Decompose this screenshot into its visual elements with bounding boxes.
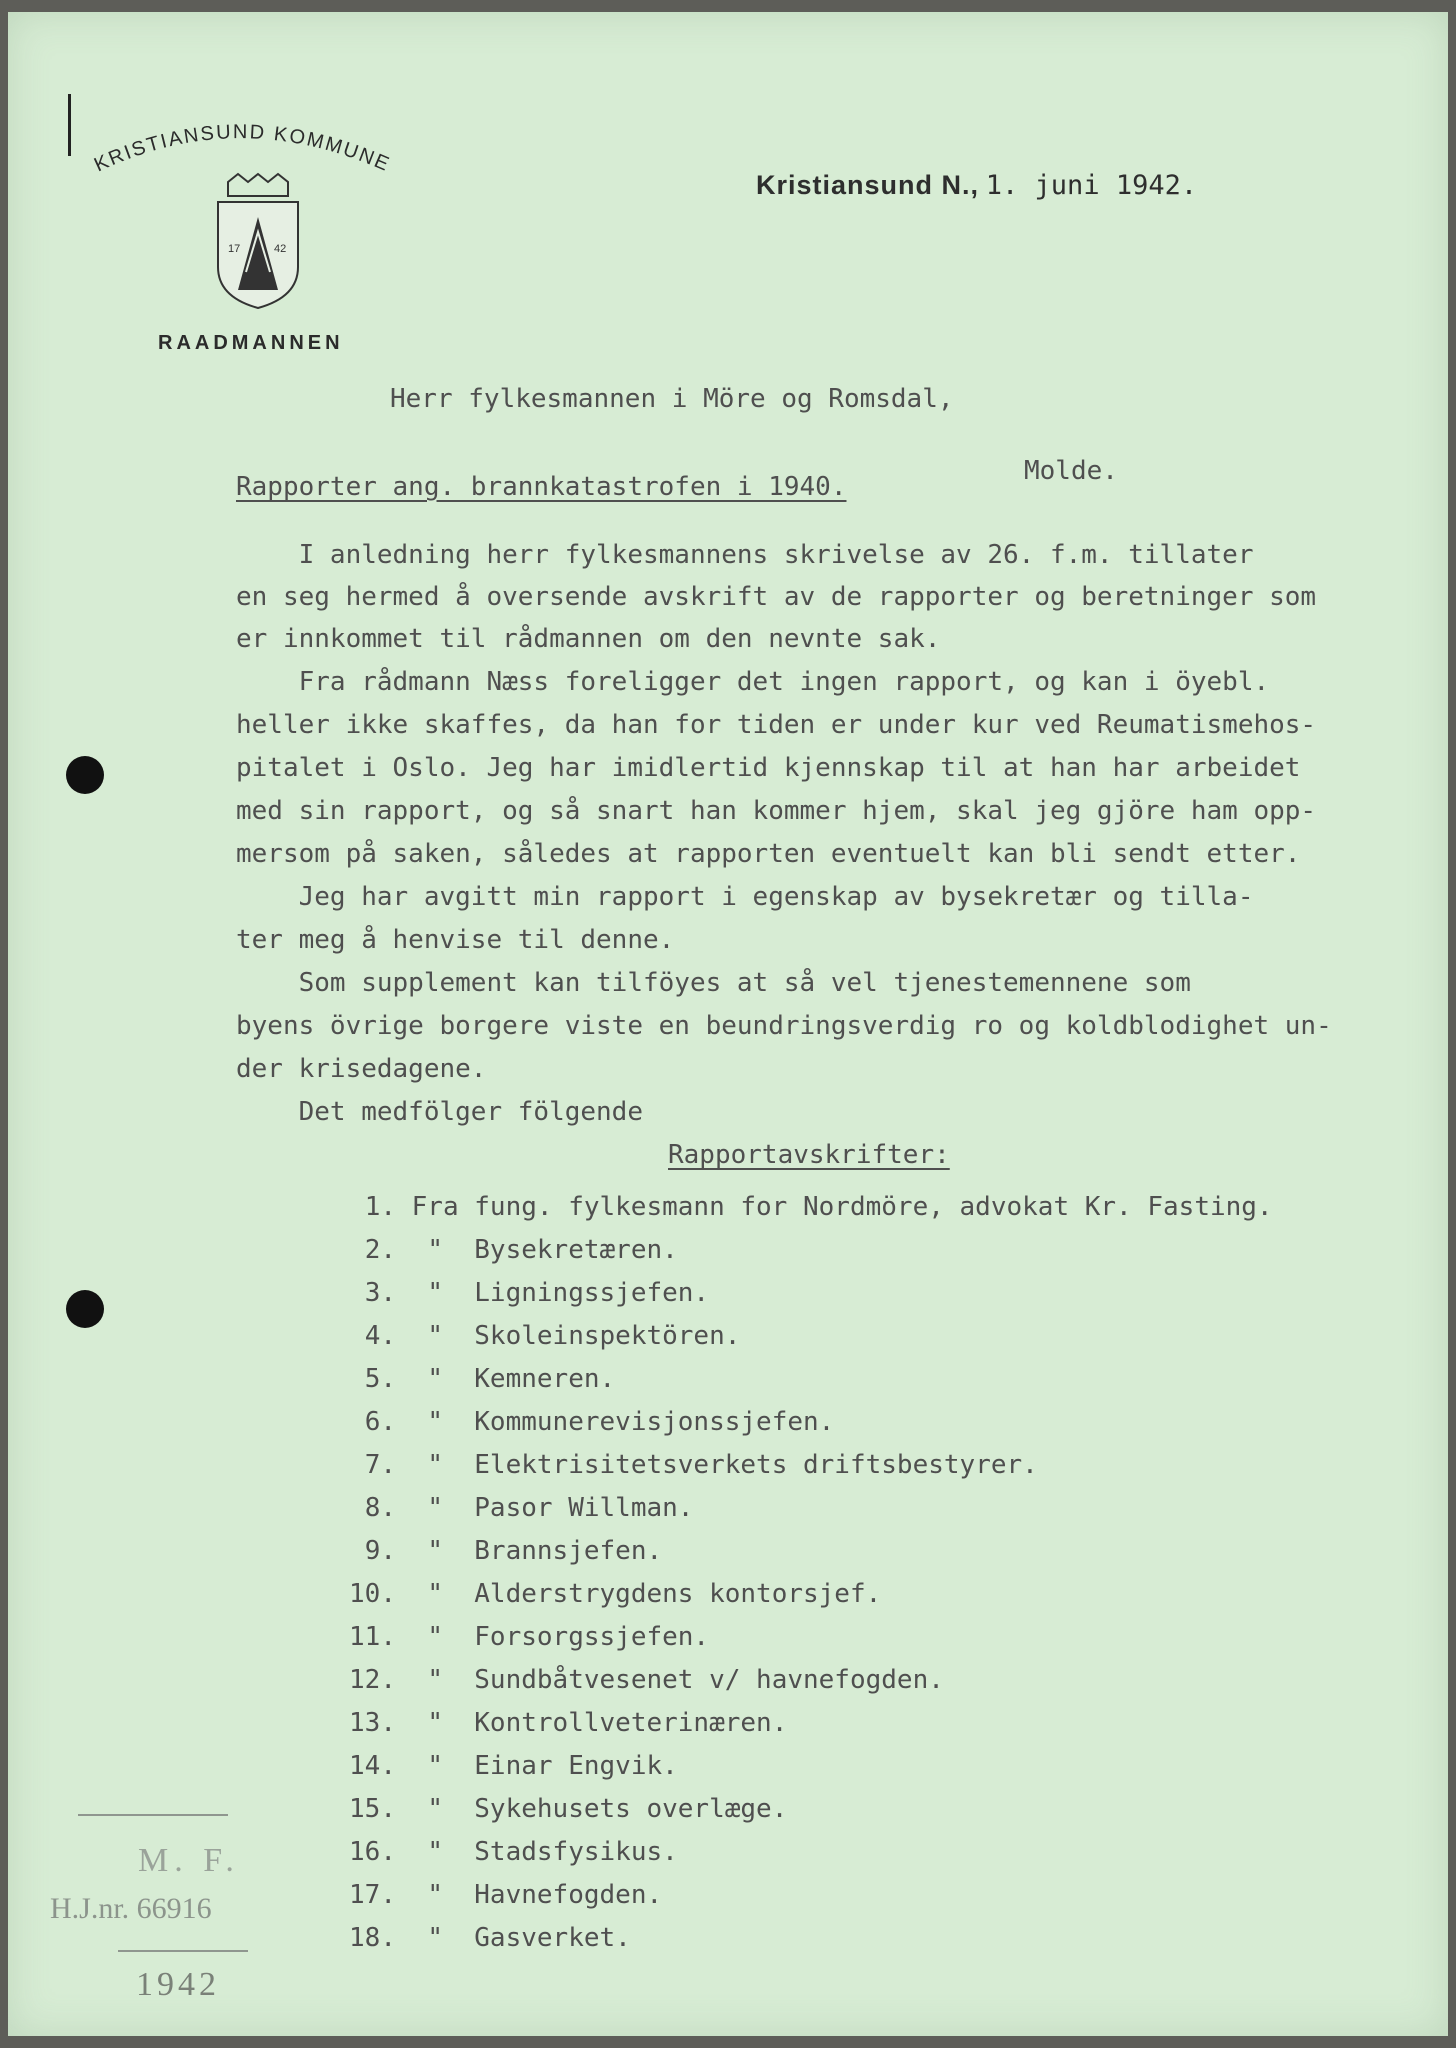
list-item: 4. " Skoleinspektören. xyxy=(364,1321,741,1351)
recipient-line-2: Molde. xyxy=(1024,456,1118,486)
list-item: 8. " Pasor Willman. xyxy=(364,1493,694,1523)
body-line: mersom på saken, således at rapporten eventuelt kan bli sendt etter. xyxy=(236,839,1301,869)
stamp-rule xyxy=(78,1814,228,1816)
list-item: 3. " Ligningssjefen. xyxy=(364,1278,710,1308)
dateline-place: Kristiansund N., xyxy=(756,170,980,200)
stamp-initials: M. F. xyxy=(138,1842,240,1879)
list-item: 1. Fra fung. fylkesmann for Nordmöre, advokat Kr. Fasting. xyxy=(364,1192,1273,1222)
body-line: er innkommet til rådmannen om den nevnte sak. xyxy=(236,624,941,654)
body-line: heller ikke skaffes, da han for tiden er under kur ved Reumatismehos- xyxy=(236,710,1317,740)
list-item: 9. " Brannsjefen. xyxy=(364,1536,663,1566)
list-item: 15. " Sykehusets overlæge. xyxy=(349,1794,788,1824)
punch-hole xyxy=(66,1290,104,1328)
crest-year-right: 42 xyxy=(274,243,287,255)
list-item: 7. " Elektrisitetsverkets driftsbestyrer. xyxy=(364,1450,1038,1480)
body-line: byens övrige borgere viste en beundringsverdig ro og koldblodighet un- xyxy=(236,1011,1332,1041)
list-item: 14. " Einar Engvik. xyxy=(349,1751,678,1781)
body-line: I anledning herr fylkesmannens skrivelse av 26. f.m. tillater xyxy=(236,540,1254,570)
department-name: RAADMANNEN xyxy=(158,332,344,354)
list-item: 13. " Kontrollveterinæren. xyxy=(349,1708,788,1738)
list-item: 18. " Gasverket. xyxy=(349,1923,631,1953)
list-item: 12. " Sundbåtvesenet v/ havnefogden. xyxy=(349,1665,944,1695)
list-item: 6. " Kommunerevisjonssjefen. xyxy=(364,1407,835,1437)
punch-hole xyxy=(66,756,104,794)
list-item: 17. " Havnefogden. xyxy=(349,1880,663,1910)
svg-text:KRISTIANSUND KOMMUNE xyxy=(91,121,394,176)
list-item: 11. " Forsorgssjefen. xyxy=(349,1622,710,1652)
dateline xyxy=(756,170,1197,201)
body-line: Som supplement kan tilföyes at så vel tjenestemennene som xyxy=(236,968,1191,998)
list-heading: Rapportavskrifter: xyxy=(668,1140,950,1170)
crest-year-left: 17 xyxy=(228,243,241,255)
list-item: 2. " Bysekretæren. xyxy=(364,1235,678,1265)
list-item: 16. " Stadsfysikus. xyxy=(349,1837,678,1867)
list-item: 5. " Kemneren. xyxy=(364,1364,616,1394)
subject-line: Rapporter ang. brannkatastrofen i 1940. xyxy=(236,472,847,502)
list-item: 10. " Alderstrygdens kontorsjef. xyxy=(349,1579,882,1609)
municipality-name: KRISTIANSUND KOMMUNE xyxy=(90,121,394,177)
body-line: en seg hermed å oversende avskrift av de rapporter og beretninger som xyxy=(236,582,1317,612)
stamp-journal-number: H.J.nr. 66916 xyxy=(50,1892,212,1925)
body-line: Fra rådmann Næss foreligger det ingen rapport, og kan i öyebl. xyxy=(236,667,1270,697)
body-line: Jeg har avgitt min rapport i egenskap av bysekretær og tilla- xyxy=(236,882,1254,912)
recipient-line-1: Herr fylkesmannen i Möre og Romsdal, xyxy=(390,384,954,414)
coat-of-arms-icon xyxy=(208,172,308,312)
stamp-rule xyxy=(118,1950,248,1952)
stamp-year: 1942 xyxy=(136,1966,220,2003)
body-line: ter meg å henvise til denne. xyxy=(236,925,675,955)
letter-page xyxy=(8,12,1448,2036)
archive-stamp xyxy=(48,1782,268,2022)
letterhead xyxy=(68,82,428,372)
dateline-date: 1. juni 1942. xyxy=(985,170,1198,201)
body-line: med sin rapport, og så snart han kommer hjem, skal jeg gjöre ham opp- xyxy=(236,796,1317,826)
body-line: der krisedagene. xyxy=(236,1054,487,1084)
body-line: Det medfölger fölgende xyxy=(236,1097,643,1127)
body-line: pitalet i Oslo. Jeg har imidlertid kjennskap til at han har arbeidet xyxy=(236,753,1301,783)
